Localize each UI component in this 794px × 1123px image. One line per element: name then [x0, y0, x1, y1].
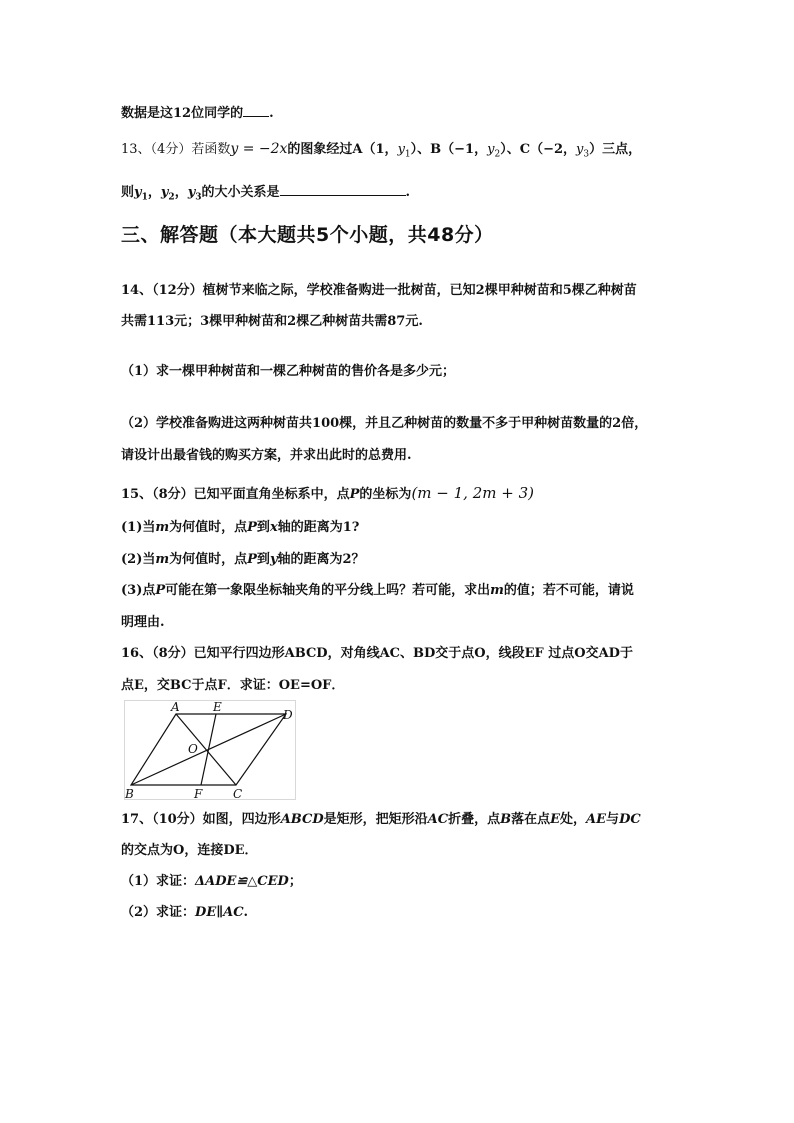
label-d: D [283, 708, 293, 722]
q15-intro: 15、（8分）已知平面直角坐标系中，点P的坐标为(m − 1, 2m + 3) [121, 484, 534, 502]
q16-line1: 16、（8分）已知平行四边形ABCD，对角线AC、BD交于点O，线段EF 过点O交AD于 [121, 646, 633, 661]
label-f: F [194, 787, 203, 800]
section-title: 三、解答题（本大题共5个小题，共48分） [121, 224, 494, 246]
label-e: E [213, 700, 222, 714]
segment-ef [201, 714, 216, 785]
q14-part2-line1: （2）学校准备购进这两种树苗共100棵，并且乙种树苗的数量不多于甲种树苗数量的2倍， [121, 416, 648, 431]
diagonal-ac [176, 714, 236, 785]
q17-line1: 17、（10分）如图，四边形ABCD是矩形，把矩形沿AC折叠，点B落在点E处，AE与DC [121, 812, 641, 827]
q15-part1: (1)当m为何值时，点P到x轴的距离为1? [121, 520, 360, 535]
q13-line1: 13、（4分）若函数y = −2x的图象经过A（1，$y_1$）、B（−1，$y_2$）、C（−2，$y_3$）三点， [121, 141, 642, 160]
q15-part3-line1: (3)点P可能在第一象限坐标轴夹角的平分线上吗？若可能，求出m的值；若不可能，请说 [121, 583, 634, 598]
q15-part3-line2: 明理由. [121, 615, 165, 630]
q17-part2: （2）求证：DE∥AC. [121, 905, 249, 920]
q14-line2: 共需113元；3棵甲种树苗和2棵乙种树苗共需87元. [121, 314, 423, 329]
label-b: B [125, 787, 134, 800]
q15-part2: (2)当m为何值时，点P到y轴的距离为2？ [121, 552, 365, 567]
q14-line1: 14、（12分）植树节来临之际，学校准备购进一批树苗，已知2棵甲种树苗和5棵乙种树苗 [121, 283, 637, 298]
q17-line2: 的交点为O，连接DE． [121, 843, 258, 858]
answer-blank[interactable] [243, 103, 269, 117]
q17-part1: （1）求证：ΔADE≌△CED； [121, 874, 302, 889]
q13-line2: 则$y_1$，$y_2$，$y_3$的大小关系是 . [121, 182, 681, 207]
q14-part2-line2: 请设计出最省钱的购买方案，并求出此时的总费用. [121, 448, 412, 463]
answer-blank[interactable] [280, 182, 406, 196]
q12-tail: 数据是这12位同学的 . [121, 103, 681, 123]
label-c: C [233, 787, 243, 800]
q14-part1: （1）求一棵甲种树苗和一棵乙种树苗的售价各是多少元； [121, 364, 456, 379]
parallelogram-figure [124, 700, 296, 800]
label-a: A [171, 700, 180, 714]
label-o: O [188, 742, 198, 756]
q16-line2: 点E，交BC于点F．求证：OE=OF． [121, 678, 345, 693]
